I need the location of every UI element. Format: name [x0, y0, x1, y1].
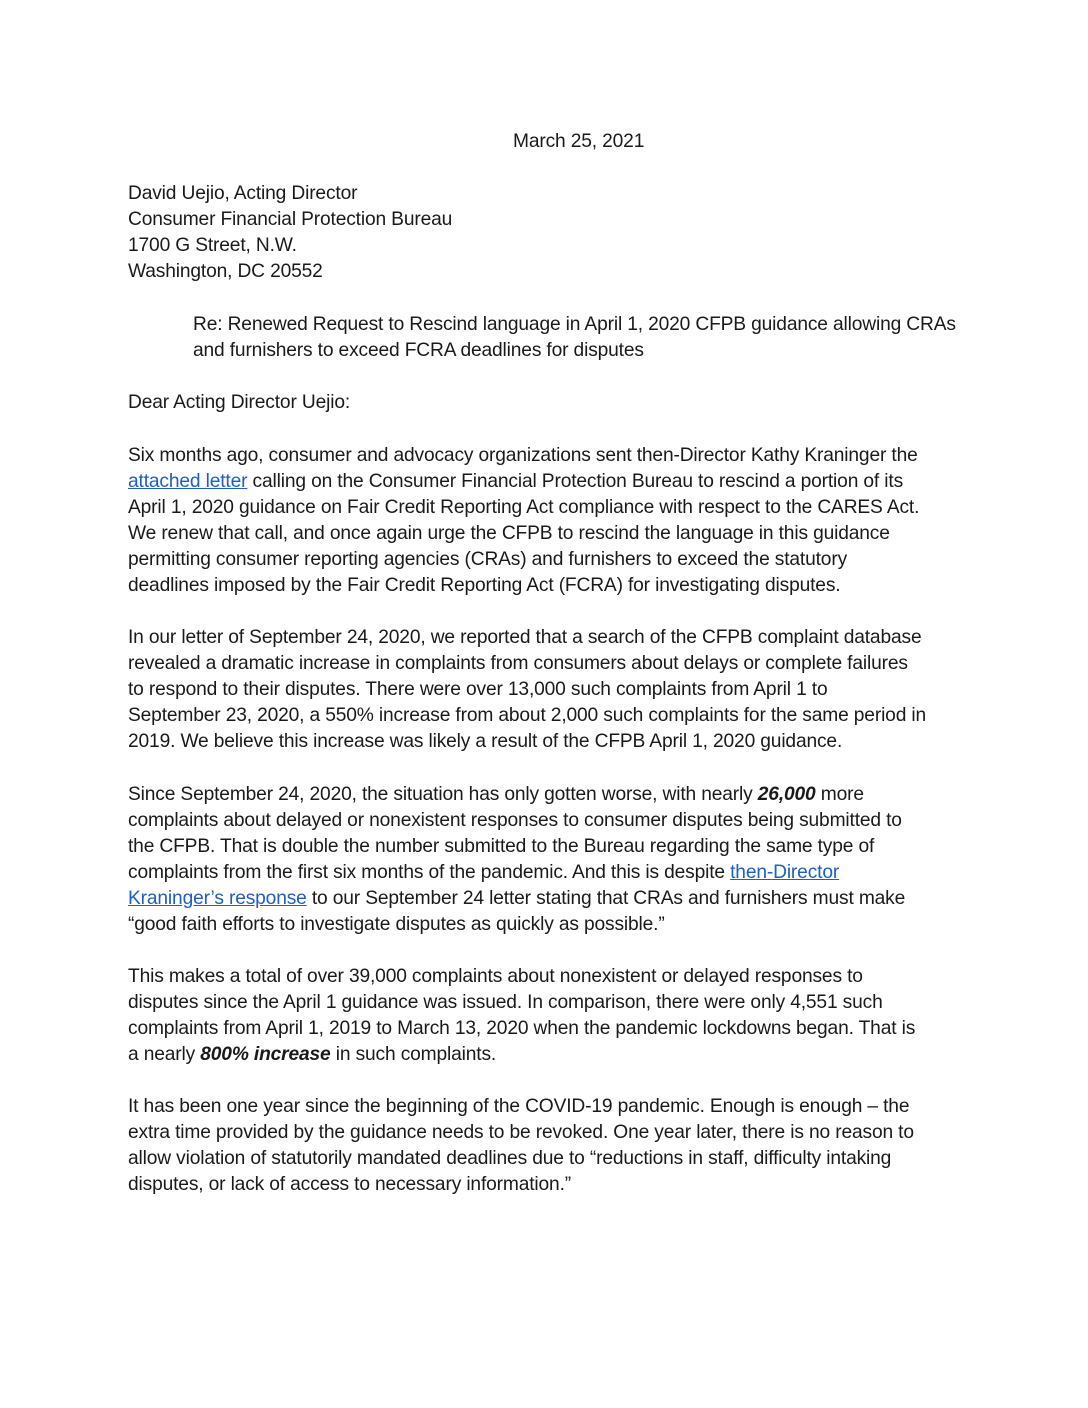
subject-line-1: Re: Renewed Request to Rescind language in April 1, 2020 CFPB guidance allowing CRAs	[193, 314, 956, 335]
p4-emphasis-increase: 800% increase	[200, 1044, 331, 1065]
p3-line-4-pre: complaints from the first six months of the pandemic. And this is despite	[128, 862, 731, 883]
p2-line-1: In our letter of September 24, 2020, we reported that a search of the CFPB complaint database	[128, 627, 922, 648]
p3-line-6: “good faith efforts to investigate disputes as quickly as possible.”	[128, 914, 665, 935]
p5-line-4: disputes, or lack of access to necessary information.”	[128, 1174, 572, 1195]
p5-line-3: allow violation of statutorily mandated deadlines due to “reductions in staff, difficulty intaking	[128, 1148, 892, 1169]
p1-line-2-text: calling on the Consumer Financial Protection Bureau to rescind a portion of its	[247, 471, 904, 492]
p4-line-3: complaints from April 1, 2019 to March 13, 2020 when the pandemic lockdowns began. That is	[128, 1018, 916, 1039]
recipient-name: David Uejio, Acting Director	[128, 183, 358, 204]
kraninger-response-link-part-1[interactable]: then-Director	[730, 862, 840, 883]
p3-line-1-pre: Since September 24, 2020, the situation has only gotten worse, with nearly	[128, 784, 758, 805]
p2-line-5: 2019. We believe this increase was likely a result of the CFPB April 1, 2020 guidance.	[128, 731, 843, 752]
p3-emphasis-count: 26,000	[757, 784, 816, 805]
p3-line-1-post: more	[815, 784, 864, 805]
p2-line-2: revealed a dramatic increase in complaints from consumers about delays or complete failures	[128, 653, 908, 674]
kraninger-response-link-part-2[interactable]: Kraninger’s response	[128, 888, 307, 909]
p1-line-2	[128, 469, 903, 495]
p5-line-1: It has been one year since the beginning of the COVID-19 pandemic. Enough is enough – the	[128, 1096, 910, 1117]
p1-line-1: Six months ago, consumer and advocacy organizations sent then-Director Kathy Kraninger the	[128, 445, 918, 466]
recipient-city: Washington, DC 20552	[128, 261, 323, 282]
p4-line-4	[128, 1042, 496, 1068]
p3-line-5	[128, 886, 905, 912]
recipient-organization: Consumer Financial Protection Bureau	[128, 209, 453, 230]
p1-line-5: permitting consumer reporting agencies (CRAs) and furnishers to exceed the statutory	[128, 549, 848, 570]
salutation: Dear Acting Director Uejio:	[128, 392, 351, 413]
p1-line-6: deadlines imposed by the Fair Credit Reporting Act (FCRA) for investigating disputes.	[128, 575, 841, 596]
p3-line-5-post: to our September 24 letter stating that CRAs and furnishers must make	[306, 888, 906, 909]
p5-line-2: extra time provided by the guidance needs to be revoked. One year later, there is no reason to	[128, 1122, 914, 1143]
p4-line-4-post: in such complaints.	[330, 1044, 497, 1065]
attached-letter-link[interactable]: attached letter	[128, 471, 248, 492]
p4-line-2: disputes since the April 1 guidance was issued. In comparison, there were only 4,551 such	[128, 992, 883, 1013]
p3-line-1	[128, 782, 864, 808]
p3-line-3: the CFPB. That is double the number submitted to the Bureau regarding the same type of	[128, 836, 875, 857]
subject-line-2: and furnishers to exceed FCRA deadlines for disputes	[193, 340, 644, 361]
letter-date: March 25, 2021	[513, 131, 645, 152]
recipient-street: 1700 G Street, N.W.	[128, 235, 297, 256]
p1-line-3: April 1, 2020 guidance on Fair Credit Reporting Act compliance with respect to the CARES Act.	[128, 497, 920, 518]
p1-line-4: We renew that call, and once again urge the CFPB to rescind the language in this guidance	[128, 523, 890, 544]
p2-line-3: to respond to their disputes. There were over 13,000 such complaints from April 1 to	[128, 679, 828, 700]
p3-line-4	[128, 860, 839, 886]
p3-line-2: complaints about delayed or nonexistent responses to consumer disputes being submitted to	[128, 810, 902, 831]
p4-line-4-pre: a nearly	[128, 1044, 201, 1065]
p2-line-4: September 23, 2020, a 550% increase from about 2,000 such complaints for the same period in	[128, 705, 927, 726]
p4-line-1: This makes a total of over 39,000 complaints about nonexistent or delayed responses to	[128, 966, 863, 987]
